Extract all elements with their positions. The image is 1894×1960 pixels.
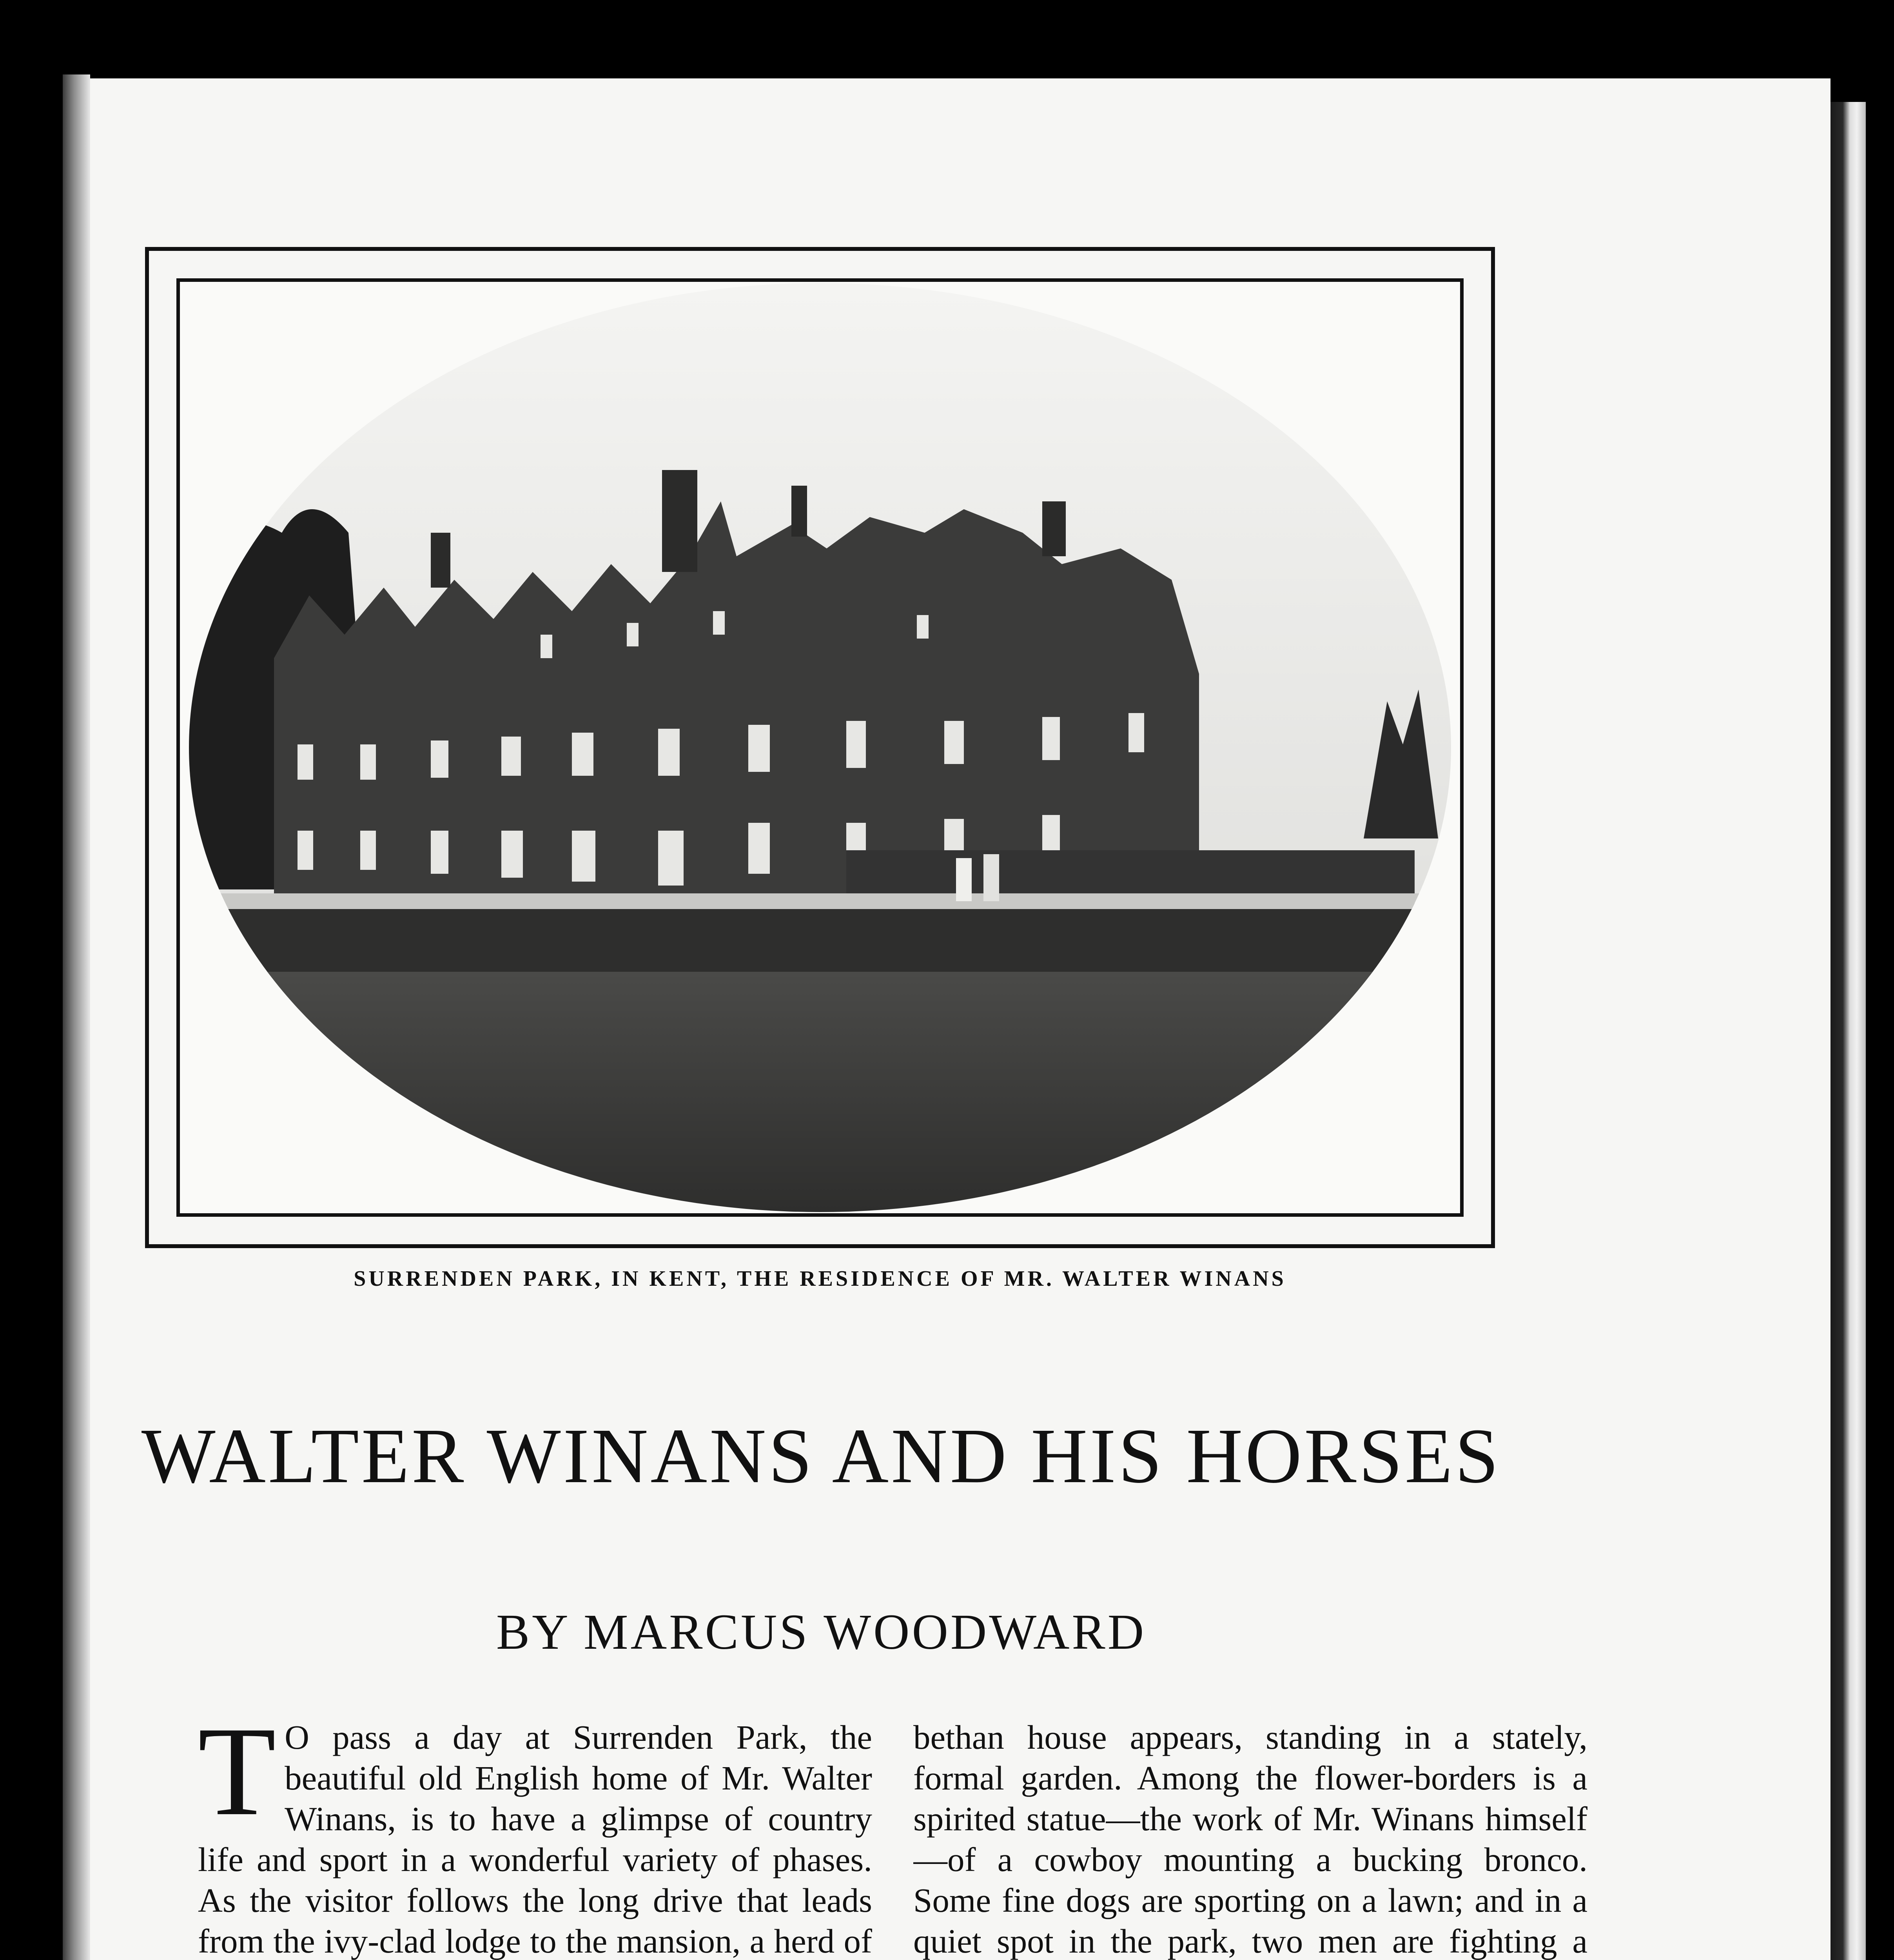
article-column-left [198,1717,872,1960]
adjacent-page-edge [1831,102,1866,1960]
mansion-photo [180,282,1460,1213]
opening-paragraph [198,1717,872,1960]
photo-caption: SURRENDEN PARK, IN KENT, THE RESIDENCE OF MR. WALTER WINANS [354,1267,1286,1291]
photo-inner-frame [176,278,1464,1217]
paragraph-text: O pass a day at Surrenden Park, the beautiful old English home of Mr. Walter Winans, is to have a glimpse of country life and sport in a wonderful variety of phases. As the visitor follows the long drive that leads from the ivy-clad lodge to the mansion, a herd of [198,1718,872,1960]
article-byline: BY MARCUS WOODWARD [496,1604,1147,1660]
article-column-right [913,1717,1587,1960]
paragraph: bethan house appears, standing in a stately, formal garden. Among the flower-borders is a spirited statue—the work of Mr. Winans himself—of a cowboy mounting a bucking bronco. Some fine dogs are sporting on a lawn; and in a quiet spot in the park, two men are fighting a [913,1718,1587,1960]
article-title: WALTER WINANS AND HIS HORSES [141,1413,1501,1499]
photo-frame [145,247,1495,1248]
scan-binding-edge [63,74,90,1960]
drop-cap: T [198,1717,276,1842]
